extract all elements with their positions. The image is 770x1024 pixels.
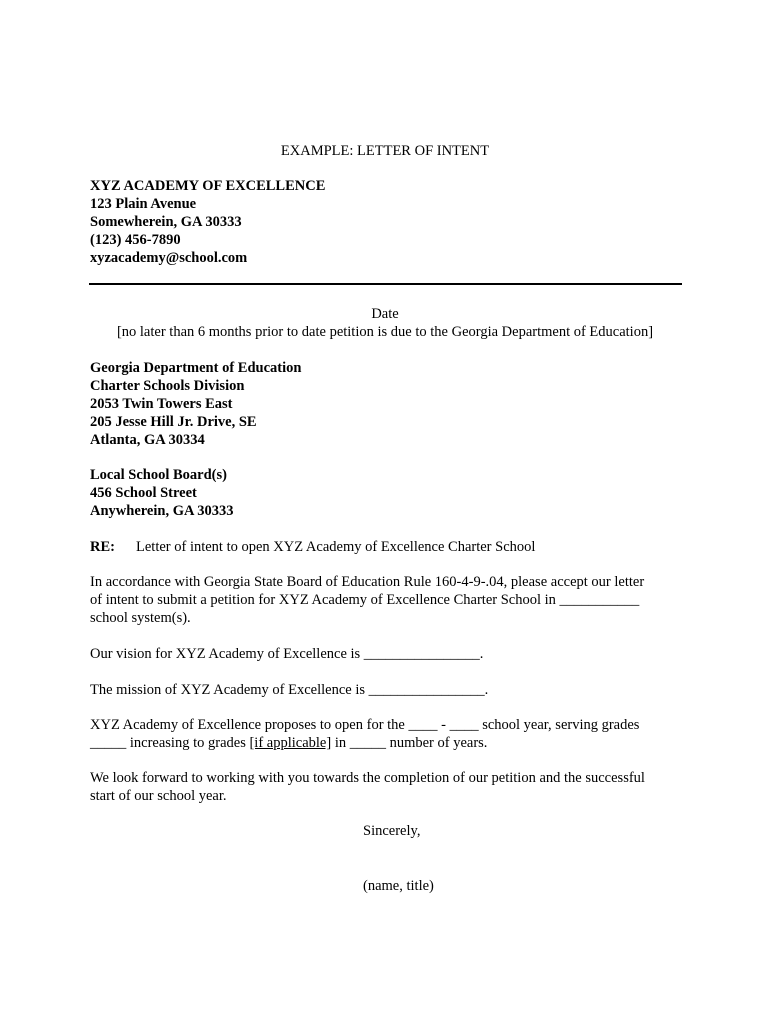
closing-signature: (name, title) [363, 878, 434, 894]
sender-city: Somewherein, GA 30333 [90, 214, 242, 230]
body-p4-part-a: _____ increasing to grades [90, 735, 250, 751]
if-applicable-note: [if applicable] [249, 735, 332, 751]
recipient1-line1: Georgia Department of Education [90, 360, 302, 376]
recipient2-line1: Local School Board(s) [90, 467, 227, 483]
recipient1-line2: Charter Schools Division [90, 378, 245, 394]
body-p5-line1: We look forward to working with you towards the completion of our petition and the successful [90, 770, 645, 786]
body-p1-line2: of intent to submit a petition for XYZ Academy of Excellence Charter School in ___________ [90, 592, 640, 608]
body-vision: Our vision for XYZ Academy of Excellence is ________________. [90, 646, 484, 662]
re-label: RE: [90, 539, 115, 555]
re-text: Letter of intent to open XYZ Academy of Excellence Charter School [136, 539, 536, 555]
recipient2-line2: 456 School Street [90, 485, 197, 501]
body-p4-line1: XYZ Academy of Excellence proposes to open for the ____ - ____ school year, serving grades [90, 717, 640, 733]
date-note: [no later than 6 months prior to date petition is due to the Georgia Department of Education] [116, 324, 654, 340]
sender-name: XYZ ACADEMY OF EXCELLENCE [90, 178, 326, 194]
sender-phone: (123) 456-7890 [90, 232, 181, 248]
recipient1-line4: 205 Jesse Hill Jr. Drive, SE [90, 414, 257, 430]
body-p5-line2: start of our school year. [90, 788, 227, 804]
closing-sincerely: Sincerely, [363, 823, 421, 839]
header-divider [89, 283, 682, 285]
recipient2-line3: Anywherein, GA 30333 [90, 503, 234, 519]
body-p4-part-c: in _____ number of years. [331, 735, 488, 751]
sender-email: xyzacademy@school.com [90, 250, 248, 266]
body-p1-line3: school system(s). [90, 610, 191, 626]
body-mission: The mission of XYZ Academy of Excellence is ________________. [90, 682, 489, 698]
sender-street: 123 Plain Avenue [90, 196, 197, 212]
date-label: Date [371, 306, 399, 322]
document-title: EXAMPLE: LETTER OF INTENT [280, 143, 490, 159]
body-p4-line2 [90, 734, 487, 752]
recipient1-line5: Atlanta, GA 30334 [90, 432, 205, 448]
body-p1-line1: In accordance with Georgia State Board of Education Rule 160-4-9-.04, please accept our letter [90, 574, 645, 590]
recipient1-line3: 2053 Twin Towers East [90, 396, 233, 412]
